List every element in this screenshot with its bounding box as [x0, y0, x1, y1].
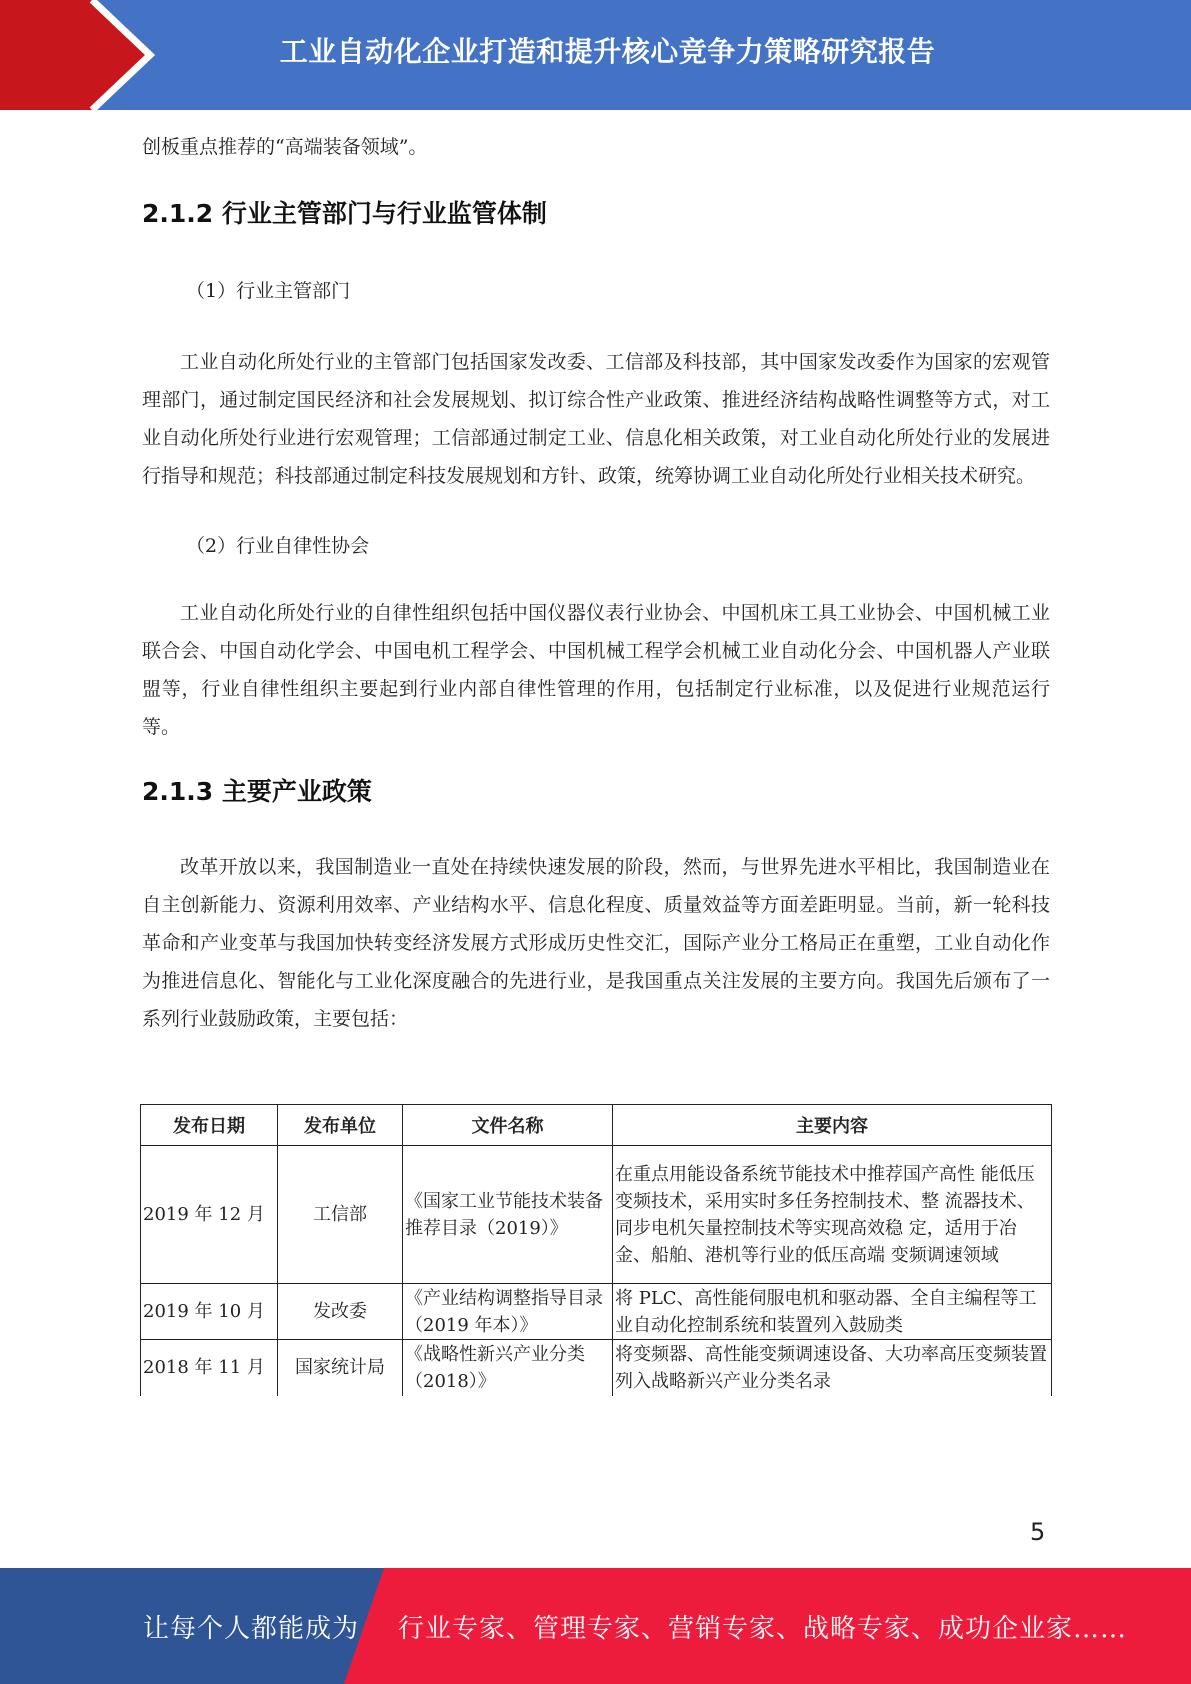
- subheading-competent-department: （1）行业主管部门: [186, 280, 351, 302]
- report-title: 工业自动化企业打造和提升核心竞争力策略研究报告: [279, 35, 936, 68]
- column-header-document: 文件名称: [403, 1105, 613, 1146]
- cell-date: 2019 年 12 月: [141, 1146, 278, 1284]
- column-header-content: 主要内容: [613, 1105, 1052, 1146]
- footer-slogan-left: 让每个人都能成为: [143, 1613, 360, 1644]
- paragraph-competent-department: 工业自动化所处行业的主管部门包括国家发改委、工信部及科技部，其中国家发改委作为国家的宏观管理部门，通过制定国民经济和社会发展规划、拟订综合性产业政策、推进经济结构战略性调整等方式，对工业自动化所处行业进行宏观管理；工信部通过制定工业、信息化相关政策，对工业自动化所处行业的发展进行指导和规范；科技部通过制定科技发展规划和方针、政策，统筹协调工业自动化所处行业相关技术研究。: [142, 351, 1050, 487]
- policy-table: [140, 1104, 1052, 1396]
- cell-content: 将 PLC、高性能伺服电机和驱动器、全自主编程等工业自动化控制系统和装置列入鼓励类: [613, 1284, 1052, 1340]
- table-row: [141, 1284, 1052, 1340]
- paragraph-self-regulatory-association: 工业自动化所处行业的自律性组织包括中国仪器仪表行业协会、中国机床工具工业协会、中国机械工业联合会、中国自动化学会、中国电机工程学会、中国机械工程学会机械工业自动化分会、中国机器人产业联盟等，行业自律性组织主要起到行业内部自律性管理的作用，包括制定行业标准，以及促进行业规范运行等。: [142, 602, 1050, 738]
- intro-line: 创板重点推荐的“高端装备领域”。: [142, 136, 428, 158]
- cell-issuer: 发改委: [278, 1284, 403, 1340]
- cell-date: 2018 年 11 月: [141, 1340, 278, 1396]
- cell-document: 《战略性新兴产业分类（2018）》: [403, 1340, 613, 1396]
- paragraph-industrial-policy: 改革开放以来，我国制造业一直处在持续快速发展的阶段，然而，与世界先进水平相比，我国制造业在自主创新能力、资源利用效率、产业结构水平、信息化程度、质量效益等方面差距明显。当前，新一轮科技革命和产业变革与我国加快转变经济发展方式形成历史性交汇，国际产业分工格局正在重塑，工业自动化作为推进信息化、智能化与工业化深度融合的先进行业，是我国重点关注发展的主要方向。我国先后颁布了一系列行业鼓励政策，主要包括：: [142, 856, 1050, 1030]
- table-header-row: [141, 1105, 1052, 1146]
- page-header: [0, 0, 1191, 110]
- page-footer: [0, 1568, 1191, 1684]
- cell-content: 将变频器、高性能变频调速设备、大功率高压变频装置列入战略新兴产业分类名录: [613, 1340, 1052, 1396]
- table-row: [141, 1146, 1052, 1284]
- cell-document: 《产业结构调整指导目录（2019 年本）》: [403, 1284, 613, 1340]
- cell-document: 《国家工业节能技术装备推荐目录（2019）》: [403, 1146, 613, 1284]
- column-header-issuer: 发布单位: [278, 1105, 403, 1146]
- cell-issuer: 国家统计局: [278, 1340, 403, 1396]
- cell-date: 2019 年 10 月: [141, 1284, 278, 1340]
- footer-slogan-right: 行业专家、管理专家、营销专家、战略专家、成功企业家……: [398, 1613, 1128, 1644]
- column-header-date: 发布日期: [141, 1105, 278, 1146]
- cell-issuer: 工信部: [278, 1146, 403, 1284]
- page-number: 5: [1030, 1518, 1046, 1546]
- section-heading-2-1-3: 2.1.3 主要产业政策: [142, 777, 372, 806]
- subheading-self-regulatory-association: （2）行业自律性协会: [186, 535, 370, 557]
- cell-content: 在重点用能设备系统节能技术中推荐国产高性 能低压变频技术，采用实时多任务控制技术、整 流器技术、同步电机矢量控制技术等实现高效稳 定，适用于冶金、船舶、港机等行业的低压高端 变频调速领域: [613, 1146, 1052, 1284]
- document-body: [142, 128, 1050, 1038]
- table-row: [141, 1340, 1052, 1396]
- section-heading-2-1-2: 2.1.2 行业主管部门与行业监管体制: [142, 199, 547, 228]
